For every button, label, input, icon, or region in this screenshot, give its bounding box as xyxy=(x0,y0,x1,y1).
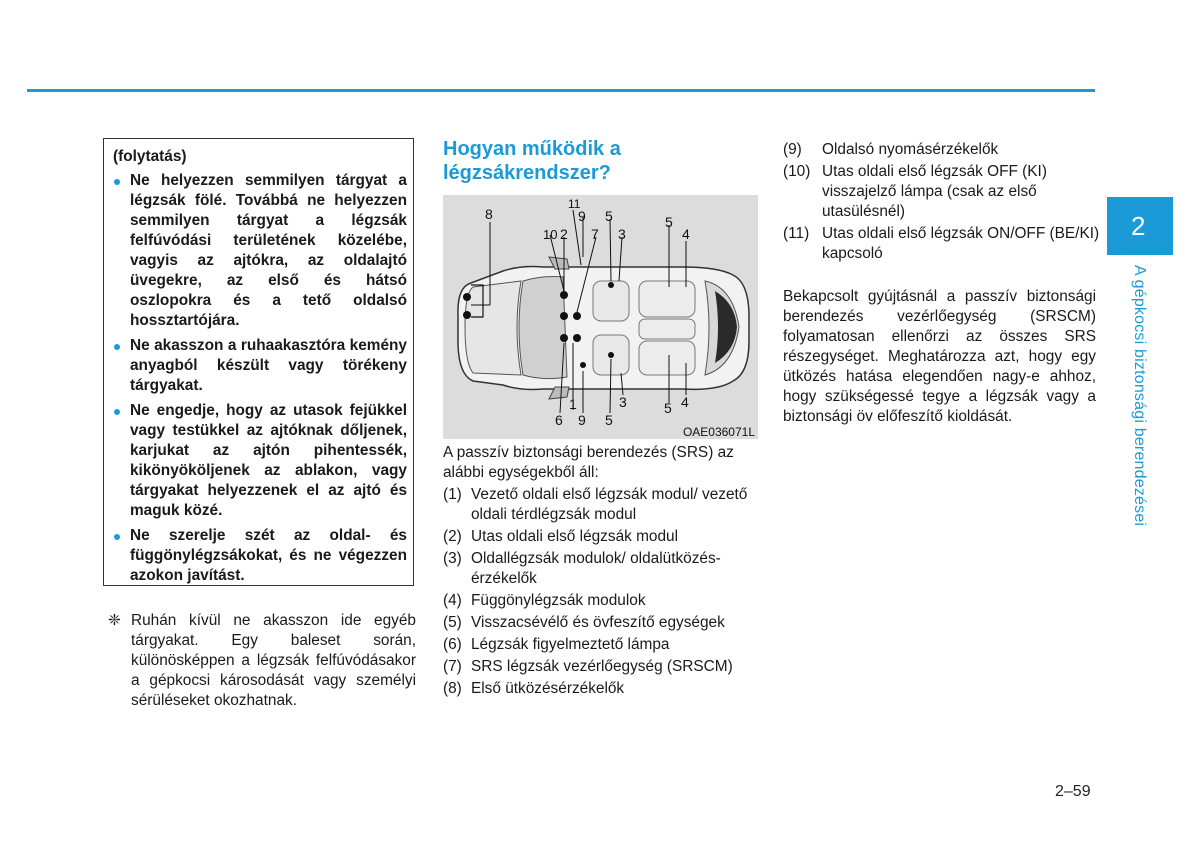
item-number: (5) xyxy=(443,614,462,631)
chapter-title: A gépkocsi biztonsági berendezései xyxy=(1131,265,1148,527)
list-item xyxy=(443,485,763,525)
footnote-text: Ruhán kívül ne akasszon ide egyéb tárgyakat. Egy baleset során, különösképpen a légzsák felfúvódásakor a gépkocsi károsodását vagy személyi sérüléseket okozhatnak. xyxy=(131,612,416,709)
callout-label: 6 xyxy=(555,412,563,428)
list-item xyxy=(783,140,1103,160)
footnote xyxy=(108,611,416,711)
list-item xyxy=(443,657,763,677)
body-paragraph: Bekapcsolt gyújtásnál a passzív biztonsági berendezés vezérlőegység (SRSCM) folyamatosan ellenőrzi az összes SRS részegységet. Meghatározza azt, hogy egy ütközés hatása elegendően nagy-e ahhoz, hogy szükségessé tegye a légzsák vagy a biztonsági öv előfeszítő kioldását. xyxy=(783,288,1096,425)
list-item xyxy=(443,527,763,547)
item-text: Utas oldali első légzsák ON/OFF (BE/KI) kapcsoló xyxy=(822,225,1100,262)
warning-item xyxy=(113,171,407,331)
warning-item xyxy=(113,336,407,396)
list-item xyxy=(443,613,763,633)
callout-label: 4 xyxy=(682,226,690,242)
item-text: Légzsák figyelmeztető lámpa xyxy=(471,636,670,653)
warning-list xyxy=(113,171,407,586)
callout-label: 2 xyxy=(560,226,568,242)
page-number: 2–59 xyxy=(1055,783,1091,800)
callout-label: 9 xyxy=(578,208,586,224)
item-text: Vezető oldali első légzsák modul/ vezető oldali térdlégzsák modul xyxy=(471,486,748,523)
list-item xyxy=(443,549,763,589)
airbag-diagram xyxy=(443,195,758,439)
warning-item-text: Ne akasszon a ruhaakasztóra kemény anyagból készült vagy törékeny tárgyakat. xyxy=(130,337,407,394)
bullet-icon xyxy=(114,534,120,540)
bullet-icon xyxy=(114,344,120,350)
callout-label: 10 xyxy=(543,227,558,242)
intro-text: A passzív biztonsági berendezés (SRS) az alábbi egységekből áll: xyxy=(443,444,734,481)
figure-code: OAE036071L xyxy=(682,425,755,439)
item-number: (9) xyxy=(783,141,802,158)
item-number: (8) xyxy=(443,680,462,697)
callout-label: 5 xyxy=(605,412,613,428)
item-number: (4) xyxy=(443,592,462,609)
header-rule xyxy=(27,89,1095,92)
item-text: Függönylégzsák modulok xyxy=(471,592,646,609)
item-number: (6) xyxy=(443,636,462,653)
callout-label: 4 xyxy=(681,394,689,410)
chapter-tab: 2 xyxy=(1107,197,1173,255)
item-number: (2) xyxy=(443,528,462,545)
component-list xyxy=(443,485,763,701)
list-item xyxy=(443,679,763,699)
item-number: (11) xyxy=(783,225,810,242)
warning-item-text: Ne engedje, hogy az utasok fejükkel vagy testükkel az ajtóknak dőljenek, karjukat az ajtón pihentessék, kikönyököljenek az ablakon, vagy tárgyakat helyezzenek el az ajtó és maguk közé. xyxy=(130,402,407,519)
warning-item xyxy=(113,526,407,586)
item-text: Oldallégzsák modulok/ oldalütközés-érzékelők xyxy=(471,550,721,587)
callout-label: 5 xyxy=(665,214,673,230)
item-text: Utas oldali első légzsák OFF (KI) visszajelző lámpa (csak az első utasülésnél) xyxy=(822,163,1047,220)
list-item xyxy=(783,224,1103,264)
list-item xyxy=(783,162,1103,222)
callout-label: 9 xyxy=(578,412,586,428)
callout-label: 1 xyxy=(569,396,577,412)
callout-label: 3 xyxy=(618,226,626,242)
warning-item xyxy=(113,401,407,521)
callout-label: 7 xyxy=(591,226,599,242)
item-text: Visszacsévélő és övfeszítő egységek xyxy=(471,614,725,631)
item-text: Oldalsó nyomásérzékelők xyxy=(822,141,999,158)
warning-box xyxy=(103,138,414,586)
warning-item-text: Ne helyezzen semmilyen tárgyat a légzsák fölé. Továbbá ne helyezzen semmilyen tárgyat a légzsák felfúvódási területének közelébe, vagyis az ajtókra, az oldalajtó üvegekre, az első és hátsó oszlopokra és a tető oldalsó hossztartójára. xyxy=(130,172,407,329)
asterisk-icon: ❈ xyxy=(108,612,121,629)
item-number: (1) xyxy=(443,486,462,503)
bullet-icon xyxy=(114,179,120,185)
list-item xyxy=(443,591,763,611)
item-number: (3) xyxy=(443,550,462,567)
callout-label: 5 xyxy=(605,208,613,224)
continued-label: (folytatás) xyxy=(113,148,187,165)
callout-label: 5 xyxy=(664,400,672,416)
item-number: (7) xyxy=(443,658,462,675)
component-list-continued xyxy=(783,140,1103,266)
warning-item-text: Ne szerelje szét az oldal- és függönylégzsákokat, és ne végezzen azokon javítást. xyxy=(130,527,407,584)
callout-label: 3 xyxy=(619,394,627,410)
section-title: Hogyan működik a légzsákrendszer? xyxy=(443,138,621,184)
item-text: Első ütközésérzékelők xyxy=(471,680,625,697)
item-number: (10) xyxy=(783,163,811,180)
car-topview-illustration xyxy=(443,195,758,439)
callout-label: 11 xyxy=(568,197,581,211)
bullet-icon xyxy=(114,409,120,415)
item-text: Utas oldali első légzsák modul xyxy=(471,528,679,545)
callout-label: 8 xyxy=(485,206,493,222)
item-text: SRS légzsák vezérlőegység (SRSCM) xyxy=(471,658,733,675)
list-item xyxy=(443,635,763,655)
